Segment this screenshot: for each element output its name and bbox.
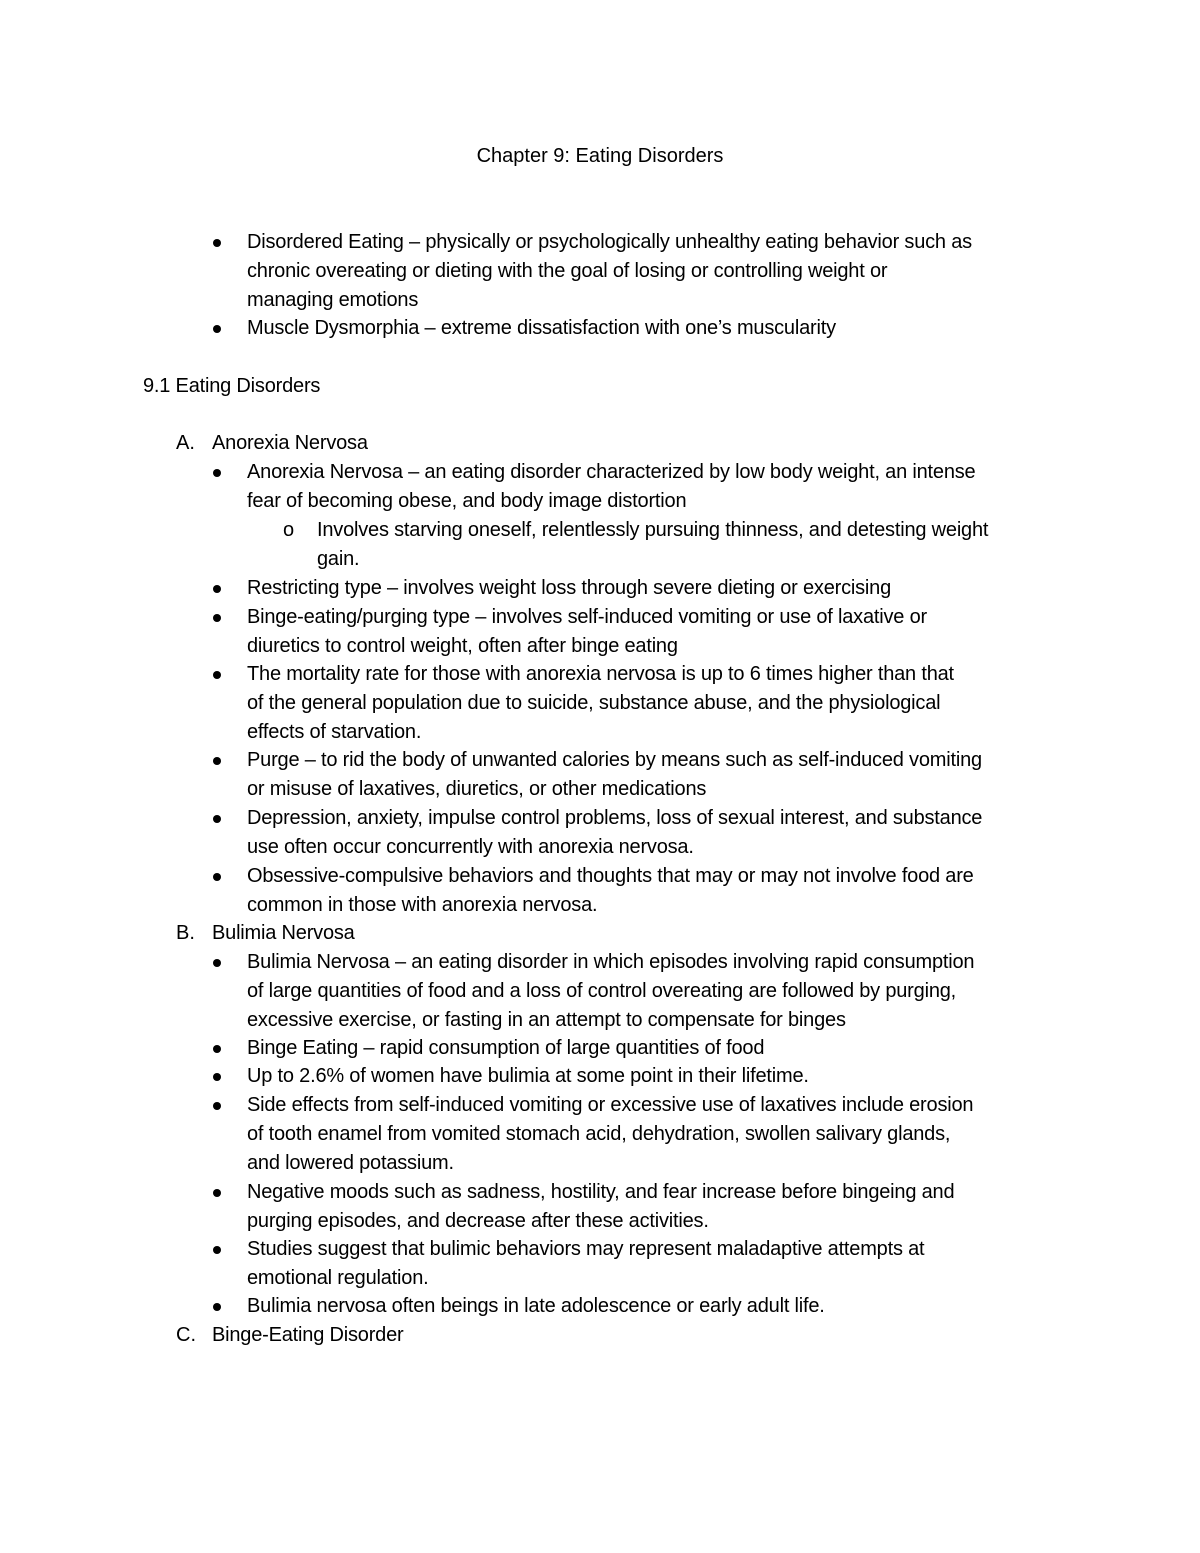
section-marker: B. (176, 922, 195, 944)
section-heading: 9.1 Eating Disorders (143, 375, 321, 397)
bullet-line: Binge-eating/purging type – involves self-induced vomiting or use of laxative or (247, 606, 927, 628)
bullet-line: Restricting type – involves weight loss through severe dieting or exercising (247, 577, 892, 599)
sub-bullet-marker: o (283, 519, 295, 541)
section-marker: A. (176, 432, 195, 454)
bullet-line: Purge – to rid the body of unwanted calories by means such as self-induced vomiting (247, 749, 982, 771)
bullet-line: of the general population due to suicide, substance abuse, and the physiological (247, 692, 941, 714)
bullet-dot (213, 585, 221, 593)
bullet-dot (213, 671, 221, 679)
bullet-line: or misuse of laxatives, diuretics, or other medications (247, 778, 707, 800)
bullet-line: Obsessive-compulsive behaviors and thoughts that may or may not involve food are (247, 865, 974, 887)
bullet-dot (213, 873, 221, 881)
intro-bullet-line: Disordered Eating – physically or psychologically unhealthy eating behavior such as (247, 231, 972, 253)
section-marker: C. (176, 1324, 196, 1346)
section-title: Bulimia Nervosa (212, 922, 355, 944)
bullet-dot (213, 1246, 221, 1254)
bullet-line: purging episodes, and decrease after these activities. (247, 1210, 709, 1232)
bullet-line: Binge Eating – rapid consumption of large quantities of food (247, 1037, 765, 1059)
sub-bullet-line: gain. (317, 548, 360, 570)
bullet-line: Bulimia Nervosa – an eating disorder in which episodes involving rapid consumption (247, 951, 975, 973)
bullet-line: and lowered potassium. (247, 1152, 454, 1174)
section-title: Binge-Eating Disorder (212, 1324, 404, 1346)
intro-bullet-line: Muscle Dysmorphia – extreme dissatisfaction with one’s muscularity (247, 317, 836, 339)
intro-bullet-line: managing emotions (247, 289, 419, 311)
bullet-line: The mortality rate for those with anorexia nervosa is up to 6 times higher than that (247, 663, 954, 685)
bullet-dot (213, 959, 221, 967)
bullet-dot (213, 815, 221, 823)
bullet-line: Up to 2.6% of women have bulimia at some point in their lifetime. (247, 1065, 809, 1087)
bullet-line: use often occur concurrently with anorexia nervosa. (247, 836, 694, 858)
bullet-dot (213, 614, 221, 622)
bullet-line: emotional regulation. (247, 1267, 429, 1289)
sub-bullet-line: Involves starving oneself, relentlessly pursuing thinness, and detesting weight (317, 519, 989, 541)
bullet-line: effects of starvation. (247, 721, 422, 743)
bullet-dot (213, 1189, 221, 1197)
bullet-line: of large quantities of food and a loss of control overeating are followed by purging, (247, 980, 957, 1002)
bullet-line: of tooth enamel from vomited stomach acid, dehydration, swollen salivary glands, (247, 1123, 951, 1145)
bullet-line: diuretics to control weight, often after binge eating (247, 635, 678, 657)
bullet-dot (213, 1073, 221, 1081)
bullet-dot (213, 325, 221, 333)
bullet-dot (213, 469, 221, 477)
bullet-line: excessive exercise, or fasting in an attempt to compensate for binges (247, 1009, 846, 1031)
bullet-line: Anorexia Nervosa – an eating disorder characterized by low body weight, an intense (247, 461, 976, 483)
page-title: Chapter 9: Eating Disorders (476, 145, 724, 167)
bullet-dot (213, 757, 221, 765)
bullet-dot (213, 239, 221, 247)
bullet-line: Studies suggest that bulimic behaviors may represent maladaptive attempts at (247, 1238, 925, 1260)
section-title: Anorexia Nervosa (212, 432, 368, 454)
bullet-dot (213, 1045, 221, 1053)
bullet-line: Bulimia nervosa often beings in late adolescence or early adult life. (247, 1295, 825, 1317)
intro-bullet-line: chronic overeating or dieting with the goal of losing or controlling weight or (247, 260, 888, 282)
bullet-line: Side effects from self-induced vomiting or excessive use of laxatives include erosion (247, 1094, 974, 1116)
bullet-line: Depression, anxiety, impulse control problems, loss of sexual interest, and substance (247, 807, 983, 829)
bullet-line: Negative moods such as sadness, hostility, and fear increase before bingeing and (247, 1181, 955, 1203)
bullet-dot (213, 1102, 221, 1110)
bullet-line: common in those with anorexia nervosa. (247, 894, 598, 916)
bullet-dot (213, 1303, 221, 1311)
bullet-line: fear of becoming obese, and body image distortion (247, 490, 687, 512)
